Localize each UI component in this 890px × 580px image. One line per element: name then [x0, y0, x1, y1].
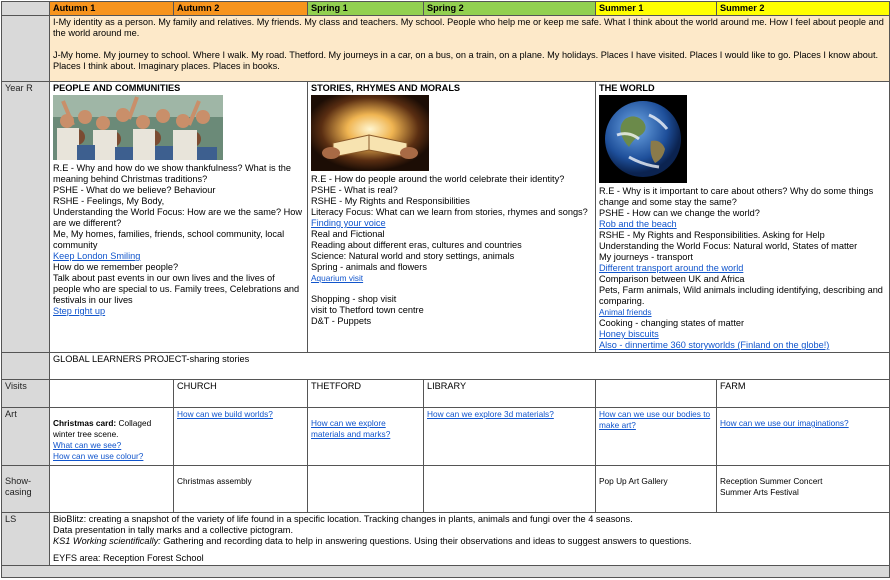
ls-bioblitz: BioBlitz: creating a snapshot of the variety of life found in a specific location. Tracking changes in plants, animals and fungi over the 4 seasons. [53, 514, 633, 524]
identity-line-i: I-My identity as a person. My family and relatives. My friends. My class and teachers. My school. People who help me or keep me safe. What I think about the world around me. How I feel about people and the world around me. [53, 17, 884, 38]
header-summer-2: Summer 2 [717, 2, 890, 16]
stories-spacer [311, 284, 592, 294]
ls-eyfs-area: EYFS area: Reception Forest School [53, 553, 204, 563]
art-spring-2 [424, 408, 596, 466]
world-utw-focus: Understanding the World Focus: Natural world, States of matter [599, 241, 858, 251]
art-autumn-2 [174, 408, 308, 466]
use-imaginations-link[interactable]: How can we use our imaginations? [720, 418, 849, 428]
art-label: Art [2, 408, 50, 466]
people-re: R.E - Why and how do we show thankfulness? What is the meaning behind Christmas traditions? [53, 163, 291, 184]
header-spring-1: Spring 1 [308, 2, 424, 16]
aquarium-visit-link[interactable]: Aquarium visit [311, 273, 364, 283]
ls-label: LS [2, 513, 50, 566]
step-right-up-link[interactable]: Step right up [53, 306, 106, 316]
people-remember: How do we remember people? [53, 262, 179, 272]
visits-label: Visits [2, 380, 50, 408]
world-comparison: Comparison between UK and Africa [599, 274, 745, 284]
stories-pshe: PSHE - What is real? [311, 185, 398, 195]
different-transport-link[interactable]: Different transport around the world [599, 263, 744, 273]
visits-summer-1 [596, 380, 717, 408]
ls-ks1-heading: KS1 Working scientifically: [53, 536, 161, 546]
header-autumn-2: Autumn 2 [174, 2, 308, 16]
identity-cell [50, 16, 890, 82]
stories-real-fictional: Real and Fictional [311, 229, 385, 239]
header-summer-1: Summer 1 [596, 2, 717, 16]
visits-row [2, 380, 890, 408]
identity-line-j: J-My home. My journey to school. Where I walk. My road. Thetford. My journeys in a car, on a bus, on a train, on a plane. My holidays. Places I have visited. Places I would like to go. Places I know about. Places I think about. Imaginary places. Places in books. [53, 50, 879, 71]
stories-science: Science: Natural world and story settings, animals [311, 251, 515, 261]
showcasing-summer-2 [717, 466, 890, 513]
glowing-book-photo [311, 95, 429, 171]
people-group-photo [53, 95, 223, 160]
ls-row [2, 513, 890, 566]
stories-thetford-visit: visit to Thetford town centre [311, 305, 424, 315]
people-rshe: RSHE - Feelings, My Body, [53, 196, 165, 206]
art-summer-1 [596, 408, 717, 466]
art-summer-2 [717, 408, 890, 466]
what-can-we-see-link[interactable]: What can we see? [53, 440, 122, 450]
curriculum-table [1, 1, 890, 578]
header-spring-2: Spring 2 [424, 2, 596, 16]
visits-autumn-1 [50, 380, 174, 408]
rob-and-the-beach-link[interactable]: Rob and the beach [599, 219, 677, 229]
earth-globe-photo [599, 95, 687, 183]
world-re: R.E - Why is it important to care about others? Why do some things change and some stay the same? [599, 186, 874, 207]
art-row [2, 408, 890, 466]
footer-bar [2, 566, 890, 578]
ls-ks1 [53, 536, 886, 547]
ls-ks1-text: Gathering and recording data to help in answering questions. Using their observations and ideas to suggest answers to questions. [160, 536, 692, 546]
world-title: THE WORLD [599, 83, 655, 93]
people-communities-cell [50, 82, 308, 353]
ls-data-presentation: Data presentation in tally marks and a collective pictogram. [53, 525, 294, 535]
stories-title: STORIES, RHYMES AND MORALS [311, 83, 461, 93]
use-bodies-link[interactable]: How can we use our bodies to make art? [599, 409, 711, 430]
build-worlds-link[interactable]: How can we build worlds? [177, 409, 273, 419]
people-me: Me, My homes, families, friends, school community, local community [53, 229, 285, 250]
people-utw-focus: Understanding the World Focus: How are we the same? How are we different? [53, 207, 303, 228]
showcasing-spring-1 [308, 466, 424, 513]
ls-cell [50, 513, 890, 566]
showcasing-spring-2 [424, 466, 596, 513]
stories-rhymes-cell [308, 82, 596, 353]
visits-farm: FARM [717, 380, 890, 408]
christmas-card-desc: Collaged winter tree scene. [53, 418, 152, 439]
animal-friends-link[interactable]: Animal friends [599, 307, 652, 317]
global-learners-cell: GLOBAL LEARNERS PROJECT-sharing stories [50, 353, 890, 380]
world-animals: Pets, Farm animals, Wild animals including identifying, describing and comparing. [599, 285, 883, 306]
visits-thetford: THETFORD [308, 380, 424, 408]
keep-london-smiling-link[interactable]: Keep London Smiling [53, 251, 141, 261]
christmas-card-title: Christmas card: [53, 418, 117, 428]
explore-materials-link[interactable]: How can we explore materials and marks? [311, 418, 391, 439]
showcasing-gallery: Pop Up Art Gallery [596, 466, 717, 513]
showcasing-christmas: Christmas assembly [174, 466, 308, 513]
footer-row [2, 566, 890, 578]
year-r-row [2, 82, 890, 353]
visits-library: LIBRARY [424, 380, 596, 408]
people-title: PEOPLE AND COMMUNITIES [53, 83, 181, 93]
stories-dt: D&T - Puppets [311, 316, 372, 326]
how-use-colour-link[interactable]: How can we use colour? [53, 451, 144, 461]
global-learners-row [2, 353, 890, 380]
stories-re: R.E - How do people around the world celebrate their identity? [311, 174, 565, 184]
identity-side [2, 16, 50, 82]
summer-concert: Reception Summer Concert [720, 476, 823, 486]
global-side [2, 353, 50, 380]
stories-reading: Reading about different eras, cultures and countries [311, 240, 522, 250]
people-pshe: PSHE - What do we believe? Behaviour [53, 185, 216, 195]
world-journeys: My journeys - transport [599, 252, 693, 262]
showcasing-label: Show-casing [2, 466, 50, 513]
people-past-events: Talk about past events in our own lives and the lives of people who are special to us. Family trees, Celebrations and festivals in our lives [53, 273, 300, 305]
art-spring-1 [308, 408, 424, 466]
art-autumn-1 [50, 408, 174, 466]
identity-row [2, 16, 890, 82]
world-pshe: PSHE - How can we change the world? [599, 208, 760, 218]
header-row [2, 2, 890, 16]
stories-rshe: RSHE - My Rights and Responsibilities [311, 196, 470, 206]
visits-church: CHURCH [174, 380, 308, 408]
stories-shopping: Shopping - shop visit [311, 294, 397, 304]
year-r-label: Year R [2, 82, 50, 353]
header-autumn-1: Autumn 1 [50, 2, 174, 16]
storyworlds-link[interactable]: Also - dinnertime 360 storyworlds (Finland on the globe!) [599, 340, 830, 350]
summer-arts-festival: Summer Arts Festival [720, 487, 799, 497]
showcasing-row [2, 466, 890, 513]
header-corner [2, 2, 50, 16]
world-cooking: Cooking - changing states of matter [599, 318, 745, 328]
explore-3d-link[interactable]: How can we explore 3d materials? [427, 409, 554, 419]
honey-biscuits-link[interactable]: Honey biscuits [599, 329, 659, 339]
stories-spring: Spring - animals and flowers [311, 262, 427, 272]
finding-your-voice-link[interactable]: Finding your voice [311, 218, 386, 228]
stories-literacy: Literacy Focus: What can we learn from stories, rhymes and songs? [311, 207, 588, 217]
world-rshe: RSHE - My Rights and Responsibilities. Asking for Help [599, 230, 825, 240]
showcasing-autumn-1 [50, 466, 174, 513]
the-world-cell [596, 82, 890, 353]
